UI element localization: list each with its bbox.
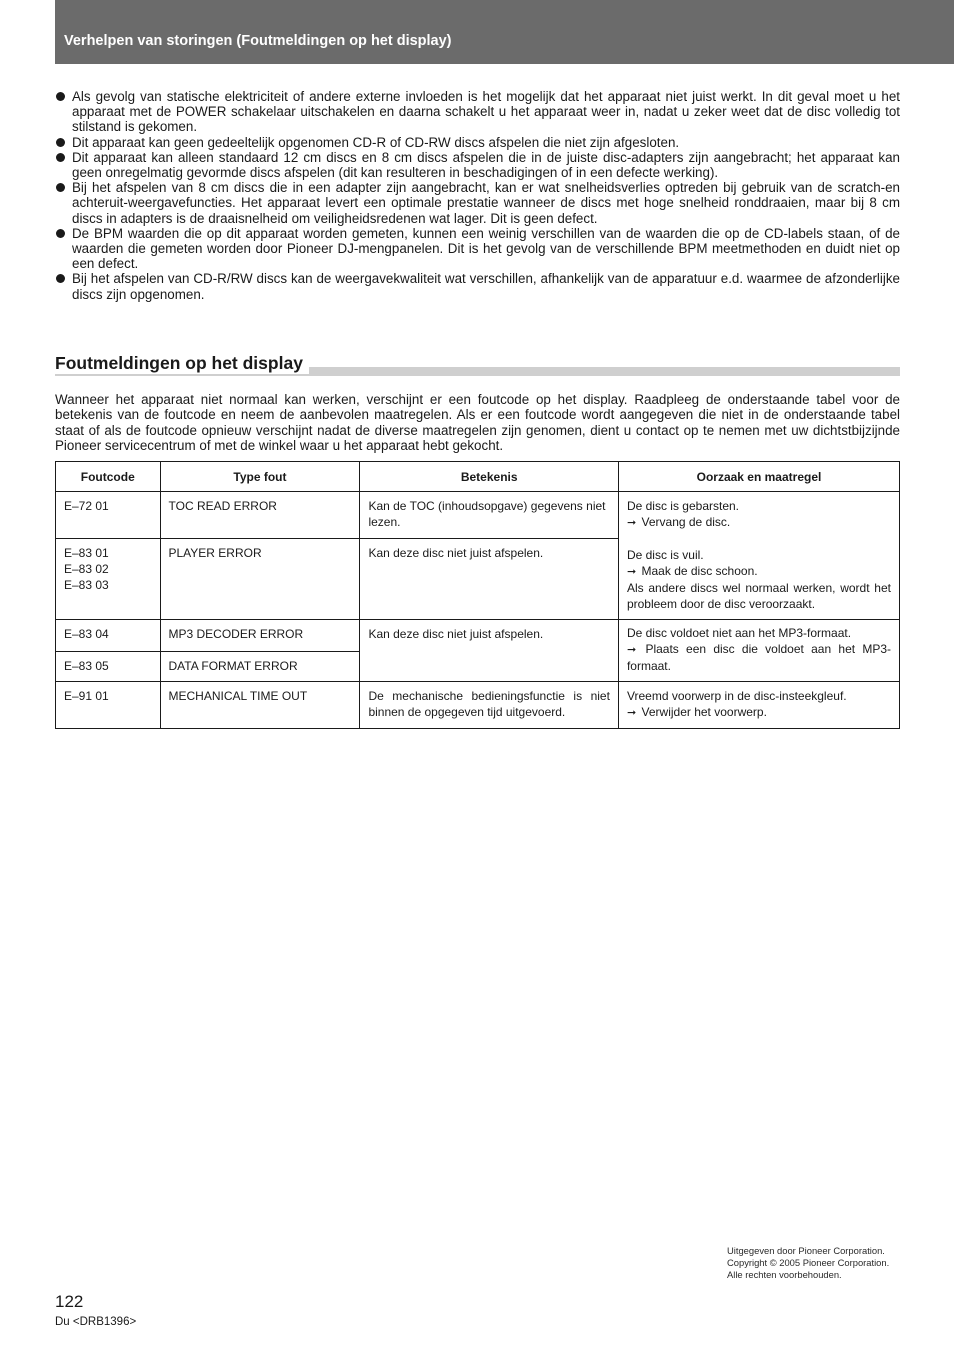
bullet-icon <box>56 138 65 147</box>
page-header-title: Verhelpen van storingen (Foutmeldingen op het display) <box>64 33 452 49</box>
section-heading-block <box>55 352 900 376</box>
list-item: De BPM waarden die op dit apparaat worden gemeten, kunnen een weinig verschillen van de waarden die op de CD-labels staan, of de waarden die gemeten worden door Pioneer DJ-mengpanelen. Dit is het gevolg van de verschillende BPM meetmethoden en duidt niet op een defect. <box>55 226 900 272</box>
column-header-remedy: Oorzaak en maatregel <box>618 462 899 492</box>
bullet-icon <box>56 183 65 192</box>
header-bar <box>55 0 954 64</box>
section-heading: Foutmeldingen op het display <box>55 352 309 374</box>
error-remedy: De disc is gebarsten. ➞ Vervang de disc. De disc is vuil. ➞ Maak de disc schoon. Als andere discs wel normaal werken, wordt het probleem door de disc veroorzaakt. <box>618 492 899 620</box>
error-meaning: Kan deze disc niet juist afspelen. <box>360 620 619 682</box>
table-row <box>56 682 900 729</box>
bullet-icon <box>56 229 65 238</box>
table-header-row <box>56 462 900 492</box>
column-header-meaning: Betekenis <box>360 462 619 492</box>
error-code-table <box>55 461 900 729</box>
publisher-notice: Uitgegeven door Pioneer Corporation. Copyright © 2005 Pioneer Corporation. Alle rechten voorbehouden. <box>727 1245 890 1280</box>
error-type: TOC READ ERROR <box>160 492 360 539</box>
list-item: Bij het afspelen van 8 cm discs die in een adapter zijn aangebracht, kan er wat snelheidsverlies optreden bij gebruik van de scratch-en achteruit-weergavefuncties. Het apparaat levert een optimale prestatie wanneer de discs met hoge snelheid ronddraaien, maar bij 8 cm discs in adapters is de draaisnelheid om veiligheidsredenen wat lager. Dit is geen defect. <box>55 180 900 226</box>
column-header-code: Foutcode <box>56 462 161 492</box>
error-remedy: Vreemd voorwerp in de disc-insteekgleuf. ➞ Verwijder het voorwerp. <box>618 682 899 729</box>
list-item: Dit apparaat kan geen gedeeltelijk opgenomen CD-R of CD-RW discs afspelen die niet zijn afgesloten. <box>55 135 900 150</box>
document-code: Du <DRB1396> <box>55 1316 137 1328</box>
error-meaning: Kan de TOC (inhoudsopgave) gegevens niet lezen. <box>360 492 619 539</box>
error-code: E–83 01 E–83 02 E–83 03 <box>56 539 161 620</box>
intro-paragraph: Wanneer het apparaat niet normaal kan werken, verschijnt er een foutcode op het display. Raadpleeg de onderstaande tabel voor de betekenis van de foutcode en neem de aanbevolen maatregelen. Als er een foutcode wordt aangegeven die niet in de onderstaande tabel staat of als de foutcode opnieuw verschijnt nadat de diverse maatregelen zijn genomen, dient u contact op te nemen met uw dichtstbijzijnde Pioneer servicecentrum of met de winkel waar u het apparaat hebt gekocht. <box>55 392 900 453</box>
error-type: MECHANICAL TIME OUT <box>160 682 360 729</box>
arrow-right-icon: ➞ <box>626 566 637 578</box>
list-item: Bij het afspelen van CD-R/RW discs kan de weergavekwaliteit wat verschillen, afhankelijk van de apparatuur e.d. waarmee de afzonderlijke discs zijn opgenomen. <box>55 271 900 301</box>
arrow-right-icon: ➞ <box>626 707 637 719</box>
bullet-icon <box>56 92 65 101</box>
notes-list <box>55 89 900 302</box>
table-row <box>56 620 900 652</box>
table-row <box>56 492 900 539</box>
page-number: 122 <box>55 1292 84 1311</box>
error-code: E–83 05 <box>56 651 161 682</box>
bullet-icon <box>56 274 65 283</box>
list-item: Als gevolg van statische elektriciteit of andere externe invloeden is het mogelijk dat het apparaat niet juist werkt. In dit geval moet u het apparaat met de POWER schakelaar uitschakelen en daarna schakelt u het apparaat weer in, nadat u zeker weet dat de disc volledig tot stilstand is gekomen. <box>55 89 900 135</box>
error-code: E–72 01 <box>56 492 161 539</box>
arrow-right-icon: ➞ <box>626 517 637 529</box>
arrow-right-icon: ➞ <box>626 644 637 656</box>
error-code: E–91 01 <box>56 682 161 729</box>
error-code: E–83 04 <box>56 620 161 652</box>
column-header-type: Type fout <box>160 462 360 492</box>
error-type: DATA FORMAT ERROR <box>160 651 360 682</box>
error-remedy: De disc voldoet niet aan het MP3-formaat. ➞ Plaats een disc die voldoet aan het MP3-formaat. <box>618 620 899 682</box>
list-item: Dit apparaat kan alleen standaard 12 cm discs en 8 cm discs afspelen die in de juiste disc-adapters zijn aangebracht; het apparaat kan geen onregelmatig gevormde discs afspelen (dit kan resulteren in beschadigingen of in een defecte werking). <box>55 150 900 180</box>
error-type: MP3 DECODER ERROR <box>160 620 360 652</box>
bullet-icon <box>56 153 65 162</box>
error-meaning: De mechanische bedieningsfunctie is niet binnen de opgegeven tijd uitgevoerd. <box>360 682 619 729</box>
error-meaning: Kan deze disc niet juist afspelen. <box>360 539 619 620</box>
error-type: PLAYER ERROR <box>160 539 360 620</box>
